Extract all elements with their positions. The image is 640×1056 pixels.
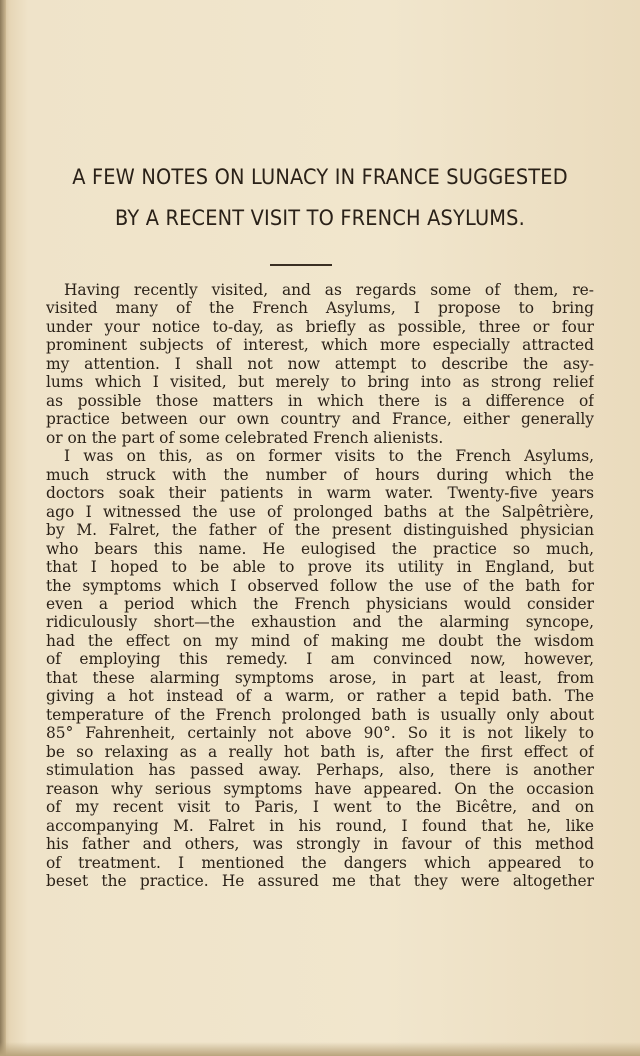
page-spine-shadow bbox=[0, 0, 6, 1056]
text-line: or on the part of some celebrated French alienists. bbox=[46, 428, 444, 447]
text-line: giving a hot instead of a warm, or rather a tepid bath. The bbox=[46, 687, 594, 706]
text-line: stimulation has passed away. Perhaps, also, there is another bbox=[46, 761, 594, 780]
text-line: ridiculously short—the exhaustion and the alarming syncope, bbox=[46, 613, 594, 632]
text-line: under your notice to-day, as briefly as possible, three or four bbox=[46, 317, 594, 336]
page-bottom-edge bbox=[0, 1042, 640, 1056]
text-line: who bears this name. He eulogised the practice so much, bbox=[46, 539, 594, 558]
text-line: ago I witnessed the use of prolonged baths at the Salpêtrière, bbox=[46, 502, 594, 521]
text-line: reason why serious symptoms have appeared. On the occasion bbox=[46, 779, 594, 798]
text-line: had the effect on my mind of making me doubt the wisdom bbox=[46, 631, 594, 650]
text-line: that these alarming symptoms arose, in part at least, from bbox=[46, 668, 594, 687]
title-line-2: BY A RECENT VISIT TO FRENCH ASYLUMS. bbox=[115, 206, 525, 231]
text-line: 85° Fahrenheit, certainly not above 90°. So it is not likely to bbox=[46, 724, 594, 743]
text-line: I was on this, as on former visits to the French Asylums, bbox=[64, 447, 594, 466]
text-line: practice between our own country and France, either generally bbox=[46, 410, 594, 429]
text-line: lums which I visited, but merely to bring into as strong relief bbox=[46, 373, 594, 392]
text-line: that I hoped to be able to prove its utility in England, but bbox=[46, 558, 594, 577]
text-line: accompanying M. Falret in his round, I found that he, like bbox=[46, 816, 594, 835]
title-divider-rule bbox=[270, 264, 332, 266]
text-line: his father and others, was strongly in favour of this method bbox=[46, 835, 594, 854]
text-line: visited many of the French Asylums, I propose to bring bbox=[46, 299, 594, 318]
text-line: even a period which the French physicians would consider bbox=[46, 594, 594, 613]
text-line: of my recent visit to Paris, I went to the Bicêtre, and on bbox=[46, 798, 594, 817]
text-line: the symptoms which I observed follow the use of the bath for bbox=[46, 576, 594, 595]
text-line: Having recently visited, and as regards some of them, re- bbox=[64, 281, 594, 299]
text-line: be so relaxing as a really hot bath is, after the first effect of bbox=[46, 742, 594, 761]
text-line: my attention. I shall not now attempt to describe the asy- bbox=[46, 354, 594, 373]
text-line: much struck with the number of hours during which the bbox=[46, 465, 594, 484]
text-line: of treatment. I mentioned the dangers which appeared to bbox=[46, 853, 594, 872]
body-text bbox=[46, 281, 594, 890]
text-line: temperature of the French prolonged bath is usually only about bbox=[46, 705, 594, 724]
text-line: as possible those matters in which there is a difference of bbox=[46, 391, 594, 410]
text-line: of employing this remedy. I am convinced now, however, bbox=[46, 650, 594, 669]
text-line: by M. Falret, the father of the present distinguished physician bbox=[46, 521, 594, 540]
text-line: prominent subjects of interest, which more especially attracted bbox=[46, 336, 594, 355]
text-line: doctors soak their patients in warm water. Twenty-five years bbox=[46, 484, 594, 503]
title-line-1: A FEW NOTES ON LUNACY IN FRANCE SUGGESTED bbox=[72, 165, 568, 190]
text-line: beset the practice. He assured me that they were altogether bbox=[46, 872, 594, 890]
